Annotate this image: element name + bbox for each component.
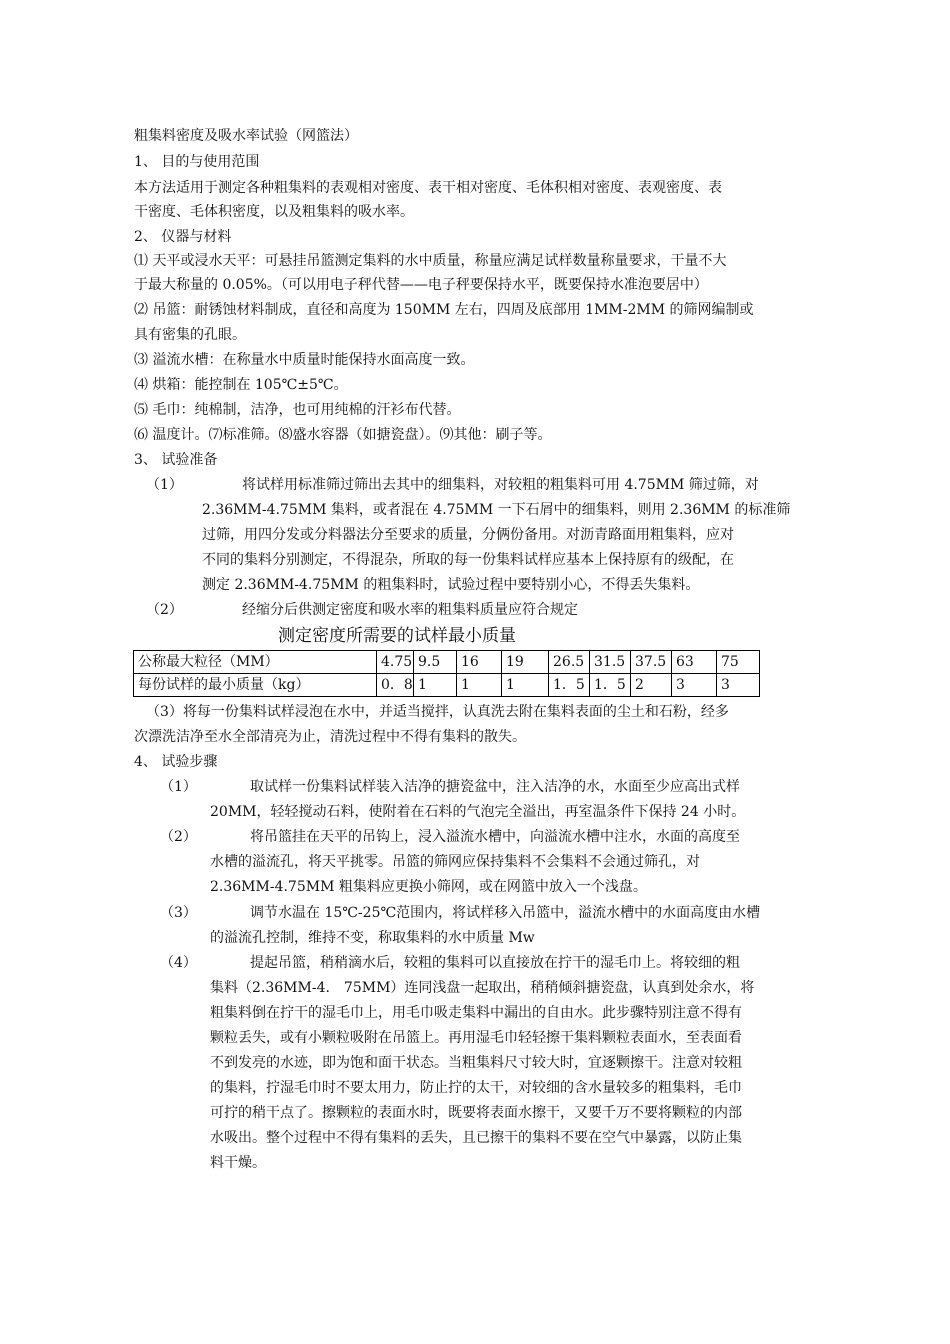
section-1-heading: 1、 目的与使用范围	[134, 154, 260, 170]
table-cell: 0．8	[377, 674, 414, 697]
table-cell: 3	[717, 674, 760, 697]
section-2-line: ⑹ 温度计。⑺标准筛。⑻盛水容器（如搪瓷盘）。⑼其他：刷子等。	[134, 427, 552, 443]
section-3-line: 将试样用标准筛过筛出去其中的细集料，对较粗的粗集料可用 4.75MM 筛过筛，对	[242, 477, 759, 493]
section-4-heading: 4、 试验步骤	[134, 754, 218, 770]
step-line: 不到发亮的水迹，即为饱和面干状态。当粗集料尺寸较大时，宜逐颗擦干。注意对较粗	[210, 1055, 742, 1071]
table-cell: 63	[672, 651, 717, 674]
table-cell: 26.5	[549, 651, 590, 674]
table-cell: 1．5	[590, 674, 631, 697]
paragraph-number: （1）	[146, 477, 183, 493]
step-line: 可拧的稍干点了。擦颗粒的表面水时，既要将表面水擦干，又要千万不要将颗粒的内部	[210, 1105, 742, 1121]
section-3-line: 经缩分后供测定密度和吸水率的粗集料质量应符合规定	[242, 602, 578, 618]
step-line: 粗集料倒在拧干的湿毛巾上，用毛巾吸走集料中漏出的自由水。此步骤特别注意不得有	[210, 1005, 742, 1021]
step-number: （1）	[160, 779, 197, 795]
step-line: 2.36MM-4.75MM 粗集料应更换小筛网，或在网篮中放入一个浅盘。	[210, 879, 647, 895]
step-line: 提起吊篮，稍稍滴水后，较粗的集料可以直接放在拧干的湿毛巾上。将较细的粗	[250, 955, 740, 971]
section-3-line: 2.36MM-4.75MM 集料，或者混在 4.75MM 一下石屑中的细集料，则用 2.36MM 的标准筛	[202, 502, 791, 518]
section-3-line: 不同的集料分别测定，不得混杂，所取的每一份集料试样应基本上保持原有的级配，在	[202, 552, 734, 568]
section-2-line: 于最大称量的 0.05%。（可以用电子秤代替——电子秤要保持水平，既要保持水准泡要居中）	[134, 277, 708, 293]
section-1-line: 本方法适用于测定各种粗集料的表观相对密度、表干相对密度、毛体积相对密度、表观密度、表	[134, 180, 722, 196]
step-line: 的溢流孔控制，维持不变，称取集料的水中质量 Mw	[210, 930, 535, 946]
table-cell: 31.5	[590, 651, 631, 674]
table-row-label: 公称最大粒径（MM）	[134, 651, 377, 674]
table-cell: 1	[457, 674, 502, 697]
step-line: 将吊篮挂在天平的吊钩上，浸入溢流水槽中，向溢流水槽中注水，水面的高度至	[250, 829, 740, 845]
step-number: （2）	[160, 829, 197, 845]
table-cell: 19	[502, 651, 549, 674]
table-cell: 1	[502, 674, 549, 697]
table-cell: 3	[672, 674, 717, 697]
section-3-heading: 3、 试验准备	[134, 452, 218, 468]
table-cell: 4.75	[377, 651, 414, 674]
section-2-line: ⑶ 溢流水槽：在称量水中质量时能保持水面高度一致。	[134, 352, 475, 368]
table-cell: 37.5	[631, 651, 672, 674]
section-2-line: ⑸ 毛巾：纯棉制，洁净，也可用纯棉的汗衫布代替。	[134, 402, 461, 418]
step-line: 水吸出。整个过程中不得有集料的丢失，且已擦干的集料不要在空气中暴露，以防止集	[210, 1130, 742, 1146]
step-line: 调节水温在 15℃-25℃范围内，将试样移入吊篮中，溢流水槽中的水面高度由水槽	[250, 905, 761, 921]
step-line: 集料（2.36MM-4. 75MM）连同浅盘一起取出，稍稍倾斜搪瓷盘，认真到处余水，将	[210, 980, 755, 996]
paragraph-number: （2）	[146, 602, 183, 618]
step-line: 取试样一份集料试样装入洁净的搪瓷盆中，注入洁净的水，水面至少应高出式样	[250, 779, 740, 795]
step-line: 的集料，拧湿毛巾时不要太用力，防止拧的太干，对较细的含水量较多的粗集料，毛巾	[210, 1080, 742, 1096]
step-line: 颗粒丢失，或有小颗粒吸附在吊篮上。再用湿毛巾轻轻擦干集料颗粒表面水，至表面看	[210, 1030, 742, 1046]
section-3-line: 测定 2.36MM-4.75MM 的粗集料时，试验过程中要特别小心，不得丢失集料。	[202, 577, 700, 593]
section-2-heading: 2、 仪器与材料	[134, 229, 232, 245]
section-2-line: 具有密集的孔眼。	[134, 327, 246, 343]
sample-mass-table	[133, 650, 760, 697]
table-cell: 2	[631, 674, 672, 697]
section-2-line: ⑴ 天平或浸水天平：可悬挂吊篮测定集料的水中质量，称量应满足试样数量称量要求，干量不大	[134, 253, 727, 269]
section-3-line: 过筛，用四分发或分料器法分至要求的质量，分俩份备用。对沥青路面用粗集料，应对	[202, 527, 734, 543]
table-row	[134, 674, 760, 697]
step-number: （3）	[160, 905, 197, 921]
section-2-line: ⑵ 吊篮：耐锈蚀材料制成，直径和高度为 150MM 左右，四周及底部用 1MM-2MM 的筛网编制或	[134, 302, 754, 318]
step-line: 20MM，轻轻搅动石料，使附着在石料的气泡完全溢出，再室温条件下保持 24 小时。	[210, 804, 746, 820]
table-cell: 1	[414, 674, 457, 697]
section-1-line: 干密度、毛体积密度，以及粗集料的吸水率。	[134, 204, 414, 220]
document-title: 粗集料密度及吸水率试验（网篮法）	[134, 128, 358, 144]
section-3-line: （3）将每一份集料试样浸泡在水中，并适当搅拌，认真洗去附在集料表面的尘土和石粉，经多	[146, 704, 729, 720]
table-cell: 9.5	[414, 651, 457, 674]
section-2-line: ⑷ 烘箱：能控制在 105℃±5℃。	[134, 377, 348, 393]
table-title: 测定密度所需要的试样最小质量	[278, 626, 516, 646]
table-row-label: 每份试样的最小质量（kg）	[134, 674, 377, 697]
table-cell: 16	[457, 651, 502, 674]
table-cell: 75	[717, 651, 760, 674]
table-cell: 1．5	[549, 674, 590, 697]
section-3-line: 次漂洗洁净至水全部清亮为止，清洗过程中不得有集料的散失。	[134, 729, 526, 745]
table-row	[134, 651, 760, 674]
step-number: （4）	[160, 955, 197, 971]
step-line: 水槽的溢流孔，将天平挑零。吊篮的筛网应保持集料不会集料不会通过筛孔，对	[210, 854, 700, 870]
step-line: 料干燥。	[210, 1155, 266, 1171]
